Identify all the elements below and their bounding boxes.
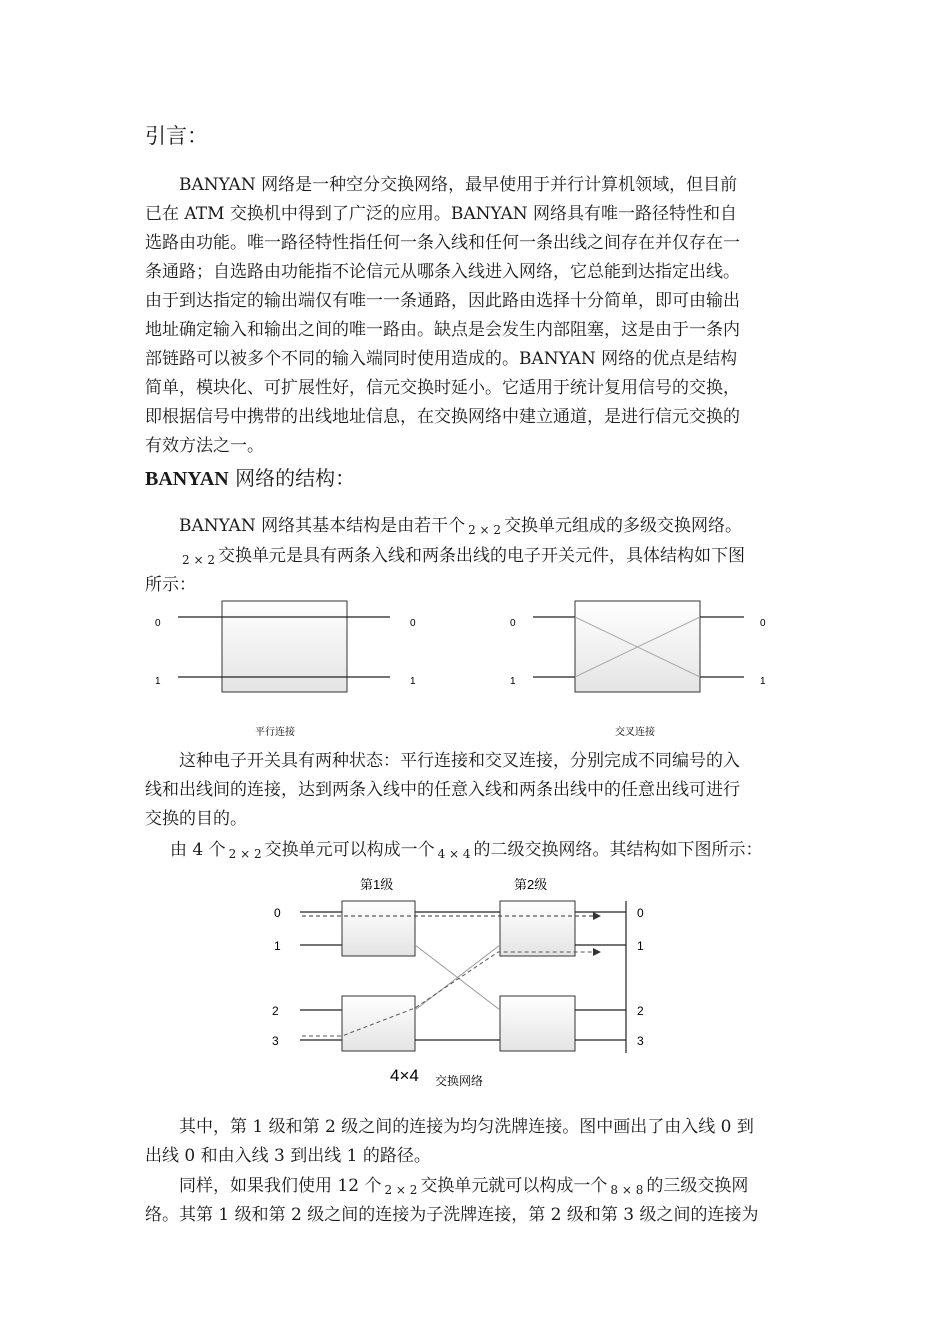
states-line-1: 这种电子开关具有两种状态：平行连接和交叉连接，分别完成不同编号的入 bbox=[179, 751, 740, 771]
cross-out-1: 1 bbox=[760, 676, 766, 687]
output-label-0: 0 bbox=[637, 906, 644, 920]
intro-line-8: 简单，模块化、可扩展性好，信元交换时延小。它适用于统计复用信号的交换， bbox=[145, 378, 740, 398]
size-2x2: 2 × 2 bbox=[228, 847, 262, 861]
stage2-switch-b bbox=[500, 996, 575, 1051]
parallel-out-1: 1 bbox=[410, 676, 416, 687]
cross-in-1: 1 bbox=[510, 676, 516, 687]
intro-line-6: 地址确定输入和输出之间的唯一路由。缺点是会发生内部阻塞，这是由于一条内 bbox=[145, 320, 740, 340]
output-label-2: 2 bbox=[637, 1004, 644, 1018]
output-label-1: 1 bbox=[637, 939, 644, 953]
input-label-3: 3 bbox=[272, 1034, 279, 1048]
cross-out-0: 0 bbox=[760, 618, 766, 629]
intro-line-5: 由于到达指定的输出端仅有唯一一条通路，因此路由选择十分简单，即可由输出 bbox=[145, 291, 740, 311]
network-caption-text: 交换网络 bbox=[435, 1074, 484, 1088]
states-line-3: 交换的目的。 bbox=[145, 809, 247, 829]
eight-network-line-2: 络。其第 1 级和第 2 级之间的连接为子洗牌连接，第 2 级和第 3 级之间的连接为 bbox=[145, 1205, 759, 1225]
network-intro-line: 由 4 个 2 × 2 交换单元可以构成一个 4 × 4 的二级交换网络。其结构如下图所示： bbox=[170, 840, 763, 861]
input-label-1: 1 bbox=[274, 939, 281, 953]
stage-1-label: 第1级 bbox=[360, 877, 394, 892]
input-label-2: 2 bbox=[272, 1004, 279, 1018]
size-4x4: 4 × 4 bbox=[437, 847, 471, 861]
intro-line-3: 选路由功能。唯一路径特性指任何一条入线和任何一条出线之间存在并仅存在一 bbox=[145, 233, 740, 253]
parallel-out-0: 0 bbox=[410, 618, 416, 629]
intro-line-10: 有效方法之一。 bbox=[145, 436, 264, 456]
structure-line-3: 所示： bbox=[145, 575, 196, 595]
states-line-2: 线和出线间的连接，达到两条入线中的任意入线和两条出线中的任意出线可进行 bbox=[145, 780, 740, 800]
network-caption-size: 4×4 bbox=[390, 1066, 419, 1085]
parallel-caption: 平行连接 bbox=[255, 727, 295, 738]
stage1-switch-b bbox=[342, 996, 415, 1051]
structure-line-1: BANYAN 网络其基本结构是由若干个 2 × 2 交换单元组成的多级交换网络。 bbox=[179, 516, 743, 537]
stage-2-label: 第2级 bbox=[514, 877, 548, 892]
cross-in-0: 0 bbox=[510, 618, 516, 629]
intro-line-9: 即根据信号中携带的出线地址信息，在交换网络中建立通道，是进行信元交换的 bbox=[145, 407, 740, 427]
switch-states-figure bbox=[140, 595, 790, 745]
size-2x2: 2 × 2 bbox=[384, 1183, 418, 1197]
parallel-in-1: 1 bbox=[155, 676, 161, 687]
intro-line-4: 条通路；自选路由功能指不论信元从哪条入线进入网络，它总能到达指定出线。 bbox=[145, 262, 740, 282]
eight-network-line-1: 同样，如果我们使用 12 个 2 × 2 交换单元就可以构成一个 8 × 8 的三级交换网 bbox=[179, 1176, 749, 1197]
structure-line-2: 2 × 2 交换单元是具有两条入线和两条出线的电子开关元件，具体结构如下图 bbox=[179, 541, 745, 566]
intro-line-1: BANYAN 网络是一种空分交换网络，最早使用于并行计算机领域，但目前 bbox=[179, 175, 738, 195]
size-8x8: 8 × 8 bbox=[610, 1183, 644, 1197]
stage1-switch-a bbox=[342, 901, 415, 956]
banyan-4x4-figure bbox=[260, 868, 660, 1093]
cross-caption: 交叉连接 bbox=[615, 727, 655, 738]
stage2-switch-a bbox=[500, 901, 575, 956]
size-2x2: 2 × 2 bbox=[182, 553, 215, 567]
output-label-3: 3 bbox=[637, 1034, 644, 1048]
intro-line-2: 已在 ATM 交换机中得到了广泛的应用。BANYAN 网络具有唯一路径特性和自 bbox=[145, 204, 738, 224]
parallel-in-0: 0 bbox=[155, 618, 161, 629]
size-2x2: 2 × 2 bbox=[468, 523, 502, 537]
shuffle-line-2: 出线 0 和由入线 3 到出线 1 的路径。 bbox=[145, 1146, 431, 1166]
parallel-switch bbox=[178, 601, 390, 692]
cross-switch bbox=[533, 601, 744, 692]
intro-line-7: 部链路可以被多个不同的输入端同时使用造成的。BANYAN 网络的优点是结构 bbox=[145, 349, 738, 369]
input-label-0: 0 bbox=[274, 906, 281, 920]
intro-heading: 引言： bbox=[145, 124, 208, 148]
structure-heading: BANYAN 网络的结构： bbox=[145, 466, 356, 490]
shuffle-line-1: 其中，第 1 级和第 2 级之间的连接为均匀洗牌连接。图中画出了由入线 0 到 bbox=[179, 1117, 754, 1137]
